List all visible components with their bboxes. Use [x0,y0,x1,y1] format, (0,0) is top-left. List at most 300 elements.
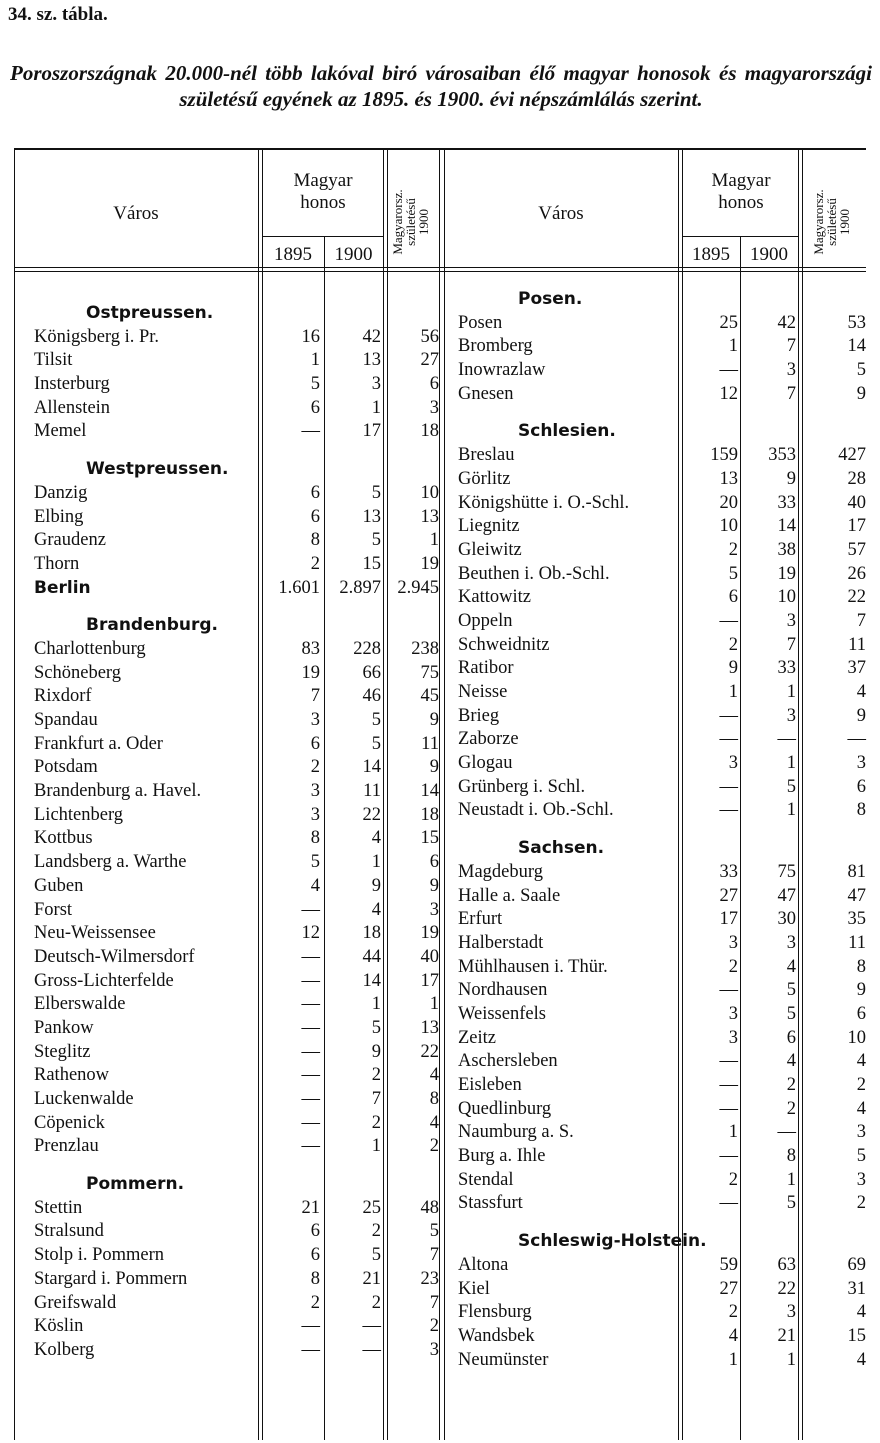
region-heading [458,420,866,444]
value-1900: 5 [371,530,381,551]
city-name: Naumburg a. S. [458,1122,574,1143]
value-1900: 1 [786,1169,796,1190]
value-1900: 5 [371,733,381,754]
value-born: 4 [856,1098,866,1119]
table-row [458,752,866,776]
value-1895: 2 [310,553,320,574]
table-row [34,506,439,530]
value-born: 8 [429,1089,439,1109]
table-row [34,1135,439,1159]
value-1900: 2 [371,1065,381,1086]
value-1895: 7 [310,686,320,707]
city-name: Flensburg [458,1302,532,1323]
value-born: 3 [856,753,866,774]
city-name: Beuthen i. Ob.-Schl. [458,563,610,584]
value-1900: 5 [786,1193,796,1214]
city-name: Stettin [34,1197,83,1218]
table-row [34,529,439,553]
value-1895: — [719,1075,738,1095]
value-1895: 1 [310,350,320,371]
city-name: Kolberg [34,1339,95,1360]
region-heading [458,288,866,312]
value-1900: 4 [786,956,796,977]
region-heading [458,837,866,861]
city-name: Elberswalde [34,994,126,1015]
value-born: 48 [420,1197,439,1218]
value-1900: 44 [362,946,381,967]
city-name: Cöpenick [34,1112,105,1133]
city-name: Kattowitz [458,587,531,608]
value-1900: 22 [777,1278,796,1299]
value-born: 9 [856,705,866,726]
value-born: 27 [420,350,439,371]
value-born: 9 [856,383,866,404]
city-name: Charlottenburg [34,638,146,659]
city-name: Stralsund [34,1221,104,1242]
header-1895-right: 1895 [692,244,730,265]
value-born: 7 [429,1245,439,1266]
city-name: Guben [34,875,84,896]
value-1895: 1 [728,682,738,702]
value-1900: 5 [786,776,796,797]
table-row [34,756,439,780]
city-name: Ratibor [458,658,514,679]
table-row [458,1027,866,1051]
table-row [458,1278,866,1302]
value-1900: 21 [362,1268,381,1289]
table-row [34,1112,439,1136]
value-1900: — [777,729,796,750]
value-1895: 2 [728,1169,738,1190]
table-row [34,577,439,601]
value-1895: — [301,899,320,920]
value-1895: 16 [301,326,320,347]
table-row [34,420,439,444]
table-row [458,1325,866,1349]
region-heading [34,1173,439,1197]
value-born: 6 [429,374,439,395]
value-1895: 6 [310,733,320,754]
city-name: Brandenburg a. Havel. [34,781,202,802]
city-name: Gleiwitz [458,539,522,560]
value-born: 8 [856,800,866,821]
value-born: 17 [847,516,866,537]
value-1895: 21 [301,1197,320,1218]
value-born: 6 [429,852,439,873]
value-born: 22 [847,587,866,608]
value-1895: — [301,1316,320,1337]
city-name: Thorn [34,553,80,574]
value-1900: 5 [371,1017,381,1038]
region-heading [34,614,439,638]
table-row [458,728,866,752]
value-born: 14 [420,781,439,802]
city-name: Stassfurt [458,1193,523,1214]
city-name: Brieg [458,705,500,726]
value-1895: 6 [310,1221,320,1242]
value-1900: 2 [371,1292,381,1313]
value-1900: 7 [786,634,796,655]
city-name: Frankfurt a. Oder [34,733,163,754]
table-row [34,1017,439,1041]
value-born: 11 [848,634,866,655]
value-1895: 17 [719,909,738,930]
value-born: 57 [847,539,866,560]
value-born: 37 [847,658,866,679]
value-1900: 3 [786,360,796,381]
value-born: 3 [429,397,439,418]
value-1895: 4 [310,875,320,896]
value-born: 8 [856,956,866,977]
table-row [34,662,439,686]
value-1895: 1 [728,1122,738,1143]
value-1895: 20 [719,492,738,513]
value-1895: 3 [728,753,738,774]
value-1900: 38 [777,539,796,560]
value-1895: — [719,776,738,797]
city-name: Landsberg a. Warthe [34,852,187,873]
value-1900: 1 [371,994,381,1015]
value-born: 2 [429,1136,439,1157]
value-born: 4 [856,1349,866,1370]
header-born-left [391,162,433,282]
city-name: Magdeburg [458,861,543,882]
table-row [34,827,439,851]
table-row [458,979,866,1003]
value-1895: — [719,980,738,1001]
table-row [458,359,866,383]
city-name: Prenzlau [34,1136,99,1157]
value-1895: — [719,1146,738,1167]
value-1900: 4 [371,828,381,849]
region-name: Schlesien. [518,421,616,442]
value-1895: 2 [310,1292,320,1313]
value-1900: 13 [362,350,381,371]
city-name: Gnesen [458,383,514,404]
region-name: Sachsen. [518,838,605,859]
city-name: Breslau [458,445,515,466]
value-born: 2 [856,1193,866,1214]
table-row [34,733,439,757]
value-1900: 15 [362,553,381,574]
rule-center-b [444,150,445,1440]
table-row [458,586,866,610]
value-1895: 9 [728,658,738,679]
city-name: Weissenfels [458,1003,546,1024]
value-born: 6 [856,776,866,797]
rule-year-split-left [262,236,383,237]
value-born: 17 [420,970,439,991]
city-name: Aschersleben [458,1051,558,1072]
value-1895: 5 [728,563,738,584]
value-born: 5 [856,360,866,381]
table-row [34,1268,439,1292]
value-1895: — [301,1339,320,1360]
value-born: 4 [429,1065,439,1086]
city-name: Kiel [458,1278,490,1299]
value-1895: — [719,729,738,750]
value-1895: 159 [710,445,738,466]
value-1895: 19 [301,662,320,683]
table-row [34,373,439,397]
table-number: 34. sz. tábla. [8,4,108,25]
table-row [34,993,439,1017]
value-1900: 11 [363,781,381,802]
region-name: Pommern. [86,1174,185,1195]
table-row [34,326,439,350]
value-1895: 13 [719,468,738,489]
value-born: 45 [420,686,439,707]
table-row [458,799,866,823]
left-table-body [34,288,439,1363]
value-born: 4 [856,682,866,702]
table-row [34,553,439,577]
value-1895: — [301,994,320,1015]
value-born: 40 [847,492,866,513]
value-1900: 228 [353,638,381,659]
table-row [458,1098,866,1122]
value-born: 5 [429,1221,439,1242]
rule-year-split-right [682,236,798,237]
value-born: 56 [420,326,439,347]
table-row [34,1244,439,1268]
table-row [458,1074,866,1098]
value-1900: 2 [371,1112,381,1133]
header-born-right [812,162,854,282]
value-born: 9 [429,710,439,730]
value-born: 15 [847,1325,866,1346]
value-1895: 4 [728,1325,738,1346]
value-1895: 27 [719,1278,738,1299]
header-born-line1: Magyarorsz. [811,189,826,255]
table-row [458,444,866,468]
value-1900: 3 [786,610,796,631]
value-1895: 10 [719,516,738,537]
city-name: Burg a. Ihle [458,1146,546,1167]
value-born: 238 [411,638,439,659]
table-row [458,657,866,681]
city-name: Lichtenberg [34,804,124,825]
value-1900: 47 [777,885,796,906]
value-1895: — [719,360,738,381]
value-born: 28 [847,468,866,489]
table-row [34,1064,439,1088]
value-1900: 25 [362,1197,381,1218]
value-1895: 2 [310,757,320,778]
spacer-row [34,288,439,302]
value-born: 18 [420,421,439,442]
value-born: 13 [420,1017,439,1038]
value-born: 1 [429,530,439,551]
city-name: Elbing [34,506,84,527]
value-1895: 2 [728,634,738,655]
region-heading [34,458,439,482]
value-1900: 46 [362,686,381,707]
header-magyar-honos-right: Magyar honos [711,170,771,213]
table-row [34,1197,439,1221]
value-1900: 1 [786,1349,796,1370]
table-row [458,1003,866,1027]
value-1900: 2 [786,1098,796,1119]
city-name: Neustadt i. Ob.-Schl. [458,800,614,821]
value-1895: — [719,1051,738,1072]
table-row [458,908,866,932]
header-city-right: Város [538,203,584,224]
city-name: Kottbus [34,828,93,849]
table-row [34,638,439,662]
data-table [14,148,866,1440]
value-born: 4 [429,1112,439,1133]
value-born: 14 [847,336,866,357]
table-row [34,1339,439,1363]
table-row [458,956,866,980]
table-row [458,1349,866,1373]
table-row [34,875,439,899]
value-born: 9 [856,980,866,1001]
table-row [458,563,866,587]
value-1900: 42 [777,312,796,333]
city-name: Insterburg [34,374,110,395]
table-row [34,970,439,994]
value-1895: — [719,1193,738,1214]
city-name: Rathenow [34,1065,110,1086]
city-name: Allenstein [34,397,111,418]
value-born: 22 [420,1041,439,1062]
city-name: Forst [34,899,73,920]
value-1895: 5 [310,374,320,395]
value-1895: 8 [310,1268,320,1289]
city-name: Zeitz [458,1027,497,1048]
table-row [458,1145,866,1169]
value-1895: 5 [310,852,320,873]
table-row [34,1041,439,1065]
value-1900: 75 [777,861,796,882]
value-1895: 8 [310,828,320,849]
table-title: Poroszországnak 20.000-nél több lakóval biró városaiban élő magyar honosok és magyarországi születésű egyének az 1895. és 1900. évi népszámlálás szerint. [10,61,872,111]
value-1900: 9 [371,875,381,896]
value-1900: 14 [777,516,796,537]
table-row [458,1121,866,1145]
value-born: 11 [421,733,439,754]
value-1895: 3 [310,781,320,802]
value-1900: 4 [786,1051,796,1072]
value-born: 3 [856,1169,866,1190]
table-row [458,634,866,658]
value-born: 4 [856,1051,866,1072]
spacer-row [34,600,439,614]
city-name: Rixdorf [34,686,92,707]
table-row [458,312,866,336]
city-name: Nordhausen [458,980,548,1001]
table-row [458,383,866,407]
rule-left-outer [14,150,15,1440]
table-row [458,468,866,492]
value-born: 3 [429,1339,439,1360]
value-1895: 25 [719,312,738,333]
value-1895: 3 [728,932,738,953]
value-1900: 9 [786,468,796,489]
value-1900: 353 [768,445,796,466]
table-row [34,946,439,970]
value-1895: 2 [728,956,738,977]
value-1900: 1 [786,800,796,821]
value-born: 7 [856,610,866,631]
value-1900: — [362,1316,381,1337]
value-1895: — [719,610,738,631]
value-1900: 42 [362,326,381,347]
value-1895: — [301,1065,320,1086]
value-born: 11 [848,932,866,953]
header-born-line2: születésű [824,198,839,246]
table-row [458,681,866,705]
spacer-row [34,444,439,458]
value-born: 4 [856,1302,866,1323]
value-1900: 14 [362,757,381,778]
region-name: Brandenburg. [86,615,218,636]
value-born: 35 [847,909,866,930]
city-name: Schweidnitz [458,634,550,655]
table-row [458,885,866,909]
table-row [34,780,439,804]
rule-header-bottom-b [14,271,866,272]
table-row [458,705,866,729]
value-born: 1 [429,994,439,1015]
region-name: Schleswig-Holstein. [518,1231,707,1252]
value-born: 10 [420,482,439,503]
city-name: Neisse [458,682,508,702]
table-row [34,1088,439,1112]
value-1900: 1 [786,682,796,702]
value-1900: 2 [371,1221,381,1242]
table-row [458,1050,866,1074]
value-1900: 22 [362,804,381,825]
value-1895: 1 [728,1349,738,1370]
value-1900: 3 [786,1302,796,1323]
value-born: 19 [420,553,439,574]
city-name: Mühlhausen i. Thür. [458,956,608,977]
city-name: Graudenz [34,530,106,551]
value-born: 15 [420,828,439,849]
table-row [458,335,866,359]
value-1895: 3 [310,804,320,825]
value-1900: 1 [371,852,381,873]
table-row [458,539,866,563]
city-name: Stendal [458,1169,514,1190]
city-name: Grünberg i. Schl. [458,776,586,797]
table-row [34,1220,439,1244]
value-born: 3 [856,1122,866,1143]
region-heading [34,302,439,326]
city-name: Inowrazlaw [458,360,546,381]
value-1900: 19 [777,563,796,584]
city-name: Steglitz [34,1041,91,1062]
value-1900: 8 [786,1146,796,1167]
value-1895: 8 [310,530,320,551]
table-row [34,922,439,946]
spacer-row [458,823,866,837]
value-1895: — [719,800,738,821]
city-name: Spandau [34,710,98,730]
table-row [458,1254,866,1278]
table-row [34,482,439,506]
spacer-row [458,1216,866,1230]
header-1900-right: 1900 [750,244,788,265]
value-born: 2.945 [397,577,439,598]
value-born: — [847,729,866,750]
city-name: Liegnitz [458,516,520,537]
value-born: 40 [420,946,439,967]
value-1895: 3 [728,1003,738,1024]
